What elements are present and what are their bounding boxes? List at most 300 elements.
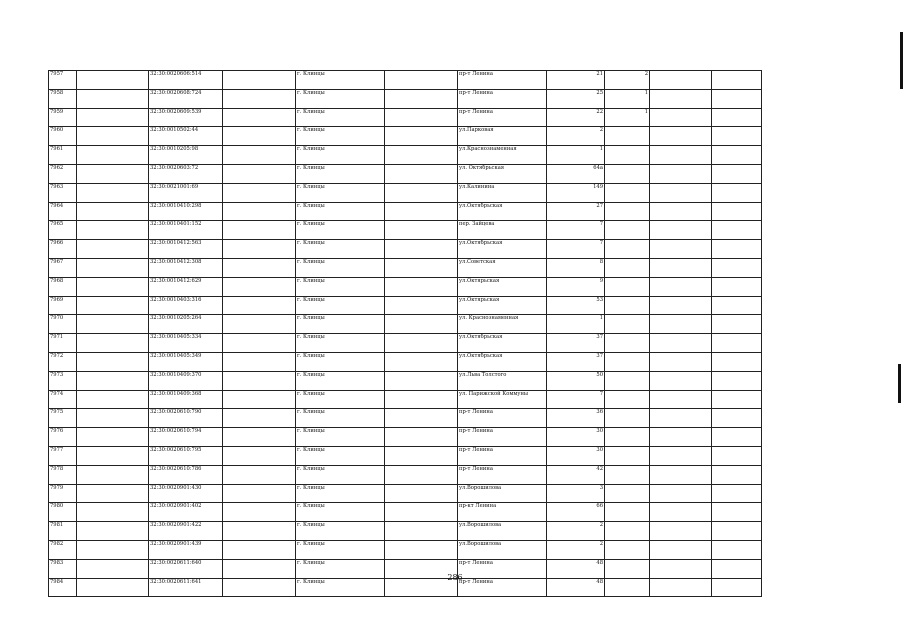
cell-count: [605, 258, 650, 277]
cell-empty-b: [223, 296, 296, 315]
cell-empty-c: [385, 503, 458, 522]
table-row: [49, 371, 762, 390]
cell-number: 7973: [49, 371, 77, 390]
cell-empty-c: [385, 89, 458, 108]
cell-empty-e: [712, 89, 762, 108]
cell-cadastral-number: 32:30:0020610:790: [149, 409, 223, 428]
cell-empty-b: [223, 127, 296, 146]
cell-cadastral-number: 32:30:0010412:629: [149, 277, 223, 296]
cell-number: 7965: [49, 221, 77, 240]
cell-empty-a: [77, 446, 149, 465]
cell-house: 7: [547, 390, 605, 409]
cell-city: г. Клинцы: [296, 465, 385, 484]
cell-empty-e: [712, 559, 762, 578]
cell-house: 7: [547, 240, 605, 259]
cell-empty-a: [77, 315, 149, 334]
cell-city: г. Клинцы: [296, 89, 385, 108]
cell-empty-c: [385, 240, 458, 259]
cell-count: [605, 202, 650, 221]
cell-number: 7976: [49, 428, 77, 447]
table-row: [49, 240, 762, 259]
cell-empty-d: [650, 108, 712, 127]
cell-empty-b: [223, 540, 296, 559]
cell-empty-c: [385, 428, 458, 447]
table-row: [49, 127, 762, 146]
cell-house: 36: [547, 409, 605, 428]
cell-empty-e: [712, 258, 762, 277]
cell-empty-d: [650, 71, 712, 90]
cell-house: 53: [547, 296, 605, 315]
cell-city: г. Клинцы: [296, 296, 385, 315]
cell-cadastral-number: 32:30:0010403:316: [149, 296, 223, 315]
cell-empty-a: [77, 334, 149, 353]
cell-empty-b: [223, 559, 296, 578]
cell-empty-e: [712, 71, 762, 90]
cell-count: [605, 371, 650, 390]
cell-empty-e: [712, 409, 762, 428]
cell-empty-a: [77, 164, 149, 183]
cell-count: [605, 540, 650, 559]
cell-empty-b: [223, 89, 296, 108]
cell-house: 22: [547, 108, 605, 127]
cell-street: пр-т Ленина: [458, 89, 547, 108]
cell-empty-b: [223, 428, 296, 447]
cell-empty-b: [223, 578, 296, 597]
cell-empty-e: [712, 164, 762, 183]
cell-city: г. Клинцы: [296, 484, 385, 503]
cell-empty-c: [385, 296, 458, 315]
cell-number: 7970: [49, 315, 77, 334]
cell-empty-e: [712, 183, 762, 202]
cell-empty-a: [77, 183, 149, 202]
cell-cadastral-number: 32:30:0020610:795: [149, 446, 223, 465]
cell-empty-a: [77, 108, 149, 127]
cell-house: 1: [547, 146, 605, 165]
cell-house: 2: [547, 540, 605, 559]
cell-house: 27: [547, 202, 605, 221]
cell-count: [605, 183, 650, 202]
cell-street: пр-т Ленина: [458, 108, 547, 127]
cell-empty-b: [223, 352, 296, 371]
cell-empty-a: [77, 540, 149, 559]
cell-count: 1: [605, 89, 650, 108]
cell-city: г. Клинцы: [296, 183, 385, 202]
cell-empty-a: [77, 409, 149, 428]
cell-empty-c: [385, 183, 458, 202]
cell-number: 7958: [49, 89, 77, 108]
cell-cadastral-number: 32:30:0020606:514: [149, 71, 223, 90]
cell-count: [605, 409, 650, 428]
cell-empty-a: [77, 522, 149, 541]
cell-empty-c: [385, 315, 458, 334]
cell-empty-d: [650, 202, 712, 221]
cell-empty-a: [77, 240, 149, 259]
cell-count: [605, 221, 650, 240]
table-row: [49, 258, 762, 277]
cell-empty-b: [223, 240, 296, 259]
cell-empty-b: [223, 315, 296, 334]
cell-city: г. Клинцы: [296, 108, 385, 127]
cell-house: 37: [547, 334, 605, 353]
cell-cadastral-number: 32:30:0020603:72: [149, 164, 223, 183]
cell-empty-c: [385, 465, 458, 484]
cell-empty-d: [650, 390, 712, 409]
table-row: [49, 315, 762, 334]
cell-empty-d: [650, 540, 712, 559]
cell-empty-b: [223, 522, 296, 541]
cell-house: 64а: [547, 164, 605, 183]
cell-empty-b: [223, 108, 296, 127]
cell-number: 7978: [49, 465, 77, 484]
cell-empty-e: [712, 540, 762, 559]
cell-count: [605, 334, 650, 353]
cell-empty-a: [77, 296, 149, 315]
cell-number: 7972: [49, 352, 77, 371]
cell-street: ул.Льва Толстого: [458, 371, 547, 390]
cell-count: [605, 522, 650, 541]
cell-empty-b: [223, 164, 296, 183]
cell-empty-d: [650, 409, 712, 428]
cell-count: [605, 127, 650, 146]
cell-empty-c: [385, 71, 458, 90]
cell-empty-e: [712, 334, 762, 353]
cell-empty-e: [712, 503, 762, 522]
cell-city: г. Клинцы: [296, 315, 385, 334]
cell-city: г. Клинцы: [296, 371, 385, 390]
cell-empty-d: [650, 127, 712, 146]
cell-city: г. Клинцы: [296, 352, 385, 371]
cell-empty-c: [385, 352, 458, 371]
cell-empty-d: [650, 89, 712, 108]
cell-city: г. Клинцы: [296, 522, 385, 541]
cell-street: ул.Ворошилова: [458, 484, 547, 503]
table-row: [49, 352, 762, 371]
cell-empty-e: [712, 352, 762, 371]
cell-street: ул.Ворошилова: [458, 540, 547, 559]
cell-empty-d: [650, 315, 712, 334]
cell-street: ул.Калинина: [458, 183, 547, 202]
cell-count: [605, 296, 650, 315]
cell-house: 7: [547, 221, 605, 240]
table-row: [49, 202, 762, 221]
cell-count: [605, 465, 650, 484]
page-number: 286: [447, 573, 463, 582]
cell-empty-a: [77, 127, 149, 146]
cell-house: 3: [547, 484, 605, 503]
cell-empty-b: [223, 277, 296, 296]
cell-empty-a: [77, 465, 149, 484]
cell-street: ул.Ворошилова: [458, 522, 547, 541]
cell-empty-a: [77, 428, 149, 447]
table-row: [49, 503, 762, 522]
cell-city: г. Клинцы: [296, 428, 385, 447]
cell-empty-e: [712, 202, 762, 221]
cell-empty-d: [650, 146, 712, 165]
cell-empty-b: [223, 446, 296, 465]
cell-count: [605, 315, 650, 334]
cell-empty-e: [712, 578, 762, 597]
cell-count: 2: [605, 71, 650, 90]
cell-cadastral-number: 32:30:0010409:370: [149, 371, 223, 390]
table-row: [49, 522, 762, 541]
cell-empty-b: [223, 371, 296, 390]
cell-house: 8: [547, 258, 605, 277]
cell-empty-a: [77, 484, 149, 503]
cell-city: г. Клинцы: [296, 240, 385, 259]
cell-city: г. Клинцы: [296, 258, 385, 277]
cell-city: г. Клинцы: [296, 277, 385, 296]
cell-street: ул.Октябрьская: [458, 352, 547, 371]
cell-number: 7984: [49, 578, 77, 597]
cell-house: 149: [547, 183, 605, 202]
cell-cadastral-number: 32:30:0010412:563: [149, 240, 223, 259]
cell-empty-e: [712, 277, 762, 296]
cell-empty-a: [77, 71, 149, 90]
cell-empty-d: [650, 465, 712, 484]
cell-cadastral-number: 32:30:0010502:44: [149, 127, 223, 146]
cell-city: г. Клинцы: [296, 503, 385, 522]
cell-count: [605, 503, 650, 522]
table-row: [49, 164, 762, 183]
cell-city: г. Клинцы: [296, 334, 385, 353]
cell-number: 7961: [49, 146, 77, 165]
cell-empty-e: [712, 390, 762, 409]
cell-cadastral-number: 32:30:0010205:98: [149, 146, 223, 165]
cell-empty-a: [77, 390, 149, 409]
cell-empty-a: [77, 89, 149, 108]
cell-empty-c: [385, 127, 458, 146]
records-table: [48, 70, 762, 597]
cell-empty-d: [650, 277, 712, 296]
cell-empty-d: [650, 183, 712, 202]
table-row: [49, 465, 762, 484]
table-row: [49, 484, 762, 503]
cell-empty-c: [385, 108, 458, 127]
cell-city: г. Клинцы: [296, 409, 385, 428]
cell-empty-c: [385, 522, 458, 541]
cell-house: 21: [547, 71, 605, 90]
table-row: [49, 221, 762, 240]
table-row: [49, 446, 762, 465]
cell-empty-a: [77, 202, 149, 221]
cell-empty-e: [712, 240, 762, 259]
cell-cadastral-number: 32:30:0010401:152: [149, 221, 223, 240]
cell-cadastral-number: 32:30:0010410:298: [149, 202, 223, 221]
cell-count: [605, 390, 650, 409]
cell-house: 1: [547, 315, 605, 334]
cell-number: 7982: [49, 540, 77, 559]
cell-cadastral-number: 32:30:0021001:69: [149, 183, 223, 202]
cell-empty-d: [650, 503, 712, 522]
cell-empty-d: [650, 258, 712, 277]
cell-empty-b: [223, 71, 296, 90]
cell-count: [605, 446, 650, 465]
cell-number: 7974: [49, 390, 77, 409]
cell-number: 7964: [49, 202, 77, 221]
cell-street: пр-т Ленина: [458, 578, 547, 597]
cell-city: г. Клинцы: [296, 540, 385, 559]
cell-number: 7959: [49, 108, 77, 127]
cell-empty-b: [223, 258, 296, 277]
cell-empty-d: [650, 428, 712, 447]
cell-street: пр-кт Ленина: [458, 503, 547, 522]
cell-number: 7983: [49, 559, 77, 578]
cell-empty-c: [385, 484, 458, 503]
cell-street: ул.Октярьская: [458, 296, 547, 315]
cell-house: 42: [547, 465, 605, 484]
cell-cadastral-number: 32:30:0020609:539: [149, 108, 223, 127]
cell-street: пер. Зайцева: [458, 221, 547, 240]
cell-house: 9: [547, 277, 605, 296]
cell-cadastral-number: 32:30:0020610:786: [149, 465, 223, 484]
cell-house: 2: [547, 127, 605, 146]
cell-empty-c: [385, 221, 458, 240]
cell-count: [605, 578, 650, 597]
cell-number: 7962: [49, 164, 77, 183]
cell-street: ул. Парижской Коммуны: [458, 390, 547, 409]
cell-number: 7969: [49, 296, 77, 315]
cell-empty-b: [223, 334, 296, 353]
margin-mark-middle: [898, 364, 901, 403]
table-row: [49, 428, 762, 447]
cell-empty-b: [223, 221, 296, 240]
cell-house: 25: [547, 89, 605, 108]
cell-empty-a: [77, 221, 149, 240]
cell-street: ул.Советская: [458, 258, 547, 277]
cell-empty-a: [77, 371, 149, 390]
cell-city: г. Клинцы: [296, 390, 385, 409]
cell-street: ул. Краснознаменная: [458, 315, 547, 334]
cell-street: пр-т Леннна: [458, 559, 547, 578]
cell-empty-c: [385, 540, 458, 559]
cell-house: 50: [547, 371, 605, 390]
cell-count: [605, 484, 650, 503]
cell-cadastral-number: 32:30:0020901:402: [149, 503, 223, 522]
cell-house: 48: [547, 578, 605, 597]
table-row: [49, 89, 762, 108]
table-row: [49, 146, 762, 165]
cell-empty-d: [650, 164, 712, 183]
cell-street: ул. Октябрьская: [458, 164, 547, 183]
cell-cadastral-number: 32:30:0010412:308: [149, 258, 223, 277]
cell-empty-d: [650, 240, 712, 259]
cell-empty-c: [385, 446, 458, 465]
table-row: [49, 559, 762, 578]
cell-number: 7957: [49, 71, 77, 90]
table-row: [49, 409, 762, 428]
table-row: [49, 334, 762, 353]
cell-empty-b: [223, 465, 296, 484]
cell-empty-d: [650, 221, 712, 240]
cell-house: 48: [547, 559, 605, 578]
cell-empty-b: [223, 503, 296, 522]
cell-empty-b: [223, 390, 296, 409]
cell-house: 37: [547, 352, 605, 371]
cell-cadastral-number: 32:30:0010205:264: [149, 315, 223, 334]
cell-empty-e: [712, 296, 762, 315]
cell-cadastral-number: 32:30:0010409:368: [149, 390, 223, 409]
cell-number: 7981: [49, 522, 77, 541]
cell-house: 30: [547, 428, 605, 447]
cell-cadastral-number: 32:30:0020611:640: [149, 559, 223, 578]
cell-street: ул.Октябрьская: [458, 240, 547, 259]
cell-street: ул.Краснознаменная: [458, 146, 547, 165]
cell-city: г. Клинцы: [296, 146, 385, 165]
table-row: [49, 390, 762, 409]
cell-city: г. Клинцы: [296, 578, 385, 597]
cell-city: г. Клинцы: [296, 164, 385, 183]
cell-house: 2: [547, 522, 605, 541]
cell-empty-b: [223, 183, 296, 202]
cell-city: г. Клинцы: [296, 446, 385, 465]
cell-empty-a: [77, 352, 149, 371]
cell-empty-d: [650, 522, 712, 541]
cell-house: 66: [547, 503, 605, 522]
cell-cadastral-number: 32:30:0010405:349: [149, 352, 223, 371]
cell-empty-e: [712, 127, 762, 146]
cell-number: 7968: [49, 277, 77, 296]
cell-empty-e: [712, 484, 762, 503]
cell-count: 1: [605, 108, 650, 127]
cell-number: 7960: [49, 127, 77, 146]
cell-cadastral-number: 32:30:0020901:422: [149, 522, 223, 541]
table-row: [49, 108, 762, 127]
cell-cadastral-number: 32:30:0020901:430: [149, 484, 223, 503]
cell-empty-c: [385, 146, 458, 165]
cell-street: ул.Октярьская: [458, 277, 547, 296]
cell-number: 7971: [49, 334, 77, 353]
cell-count: [605, 277, 650, 296]
cell-street: пр-т Ленина: [458, 446, 547, 465]
cell-number: 7980: [49, 503, 77, 522]
cell-cadastral-number: 32:30:0020610:794: [149, 428, 223, 447]
cell-empty-d: [650, 296, 712, 315]
cell-empty-a: [77, 258, 149, 277]
cell-empty-e: [712, 522, 762, 541]
cell-empty-e: [712, 221, 762, 240]
cell-count: [605, 428, 650, 447]
cell-empty-d: [650, 484, 712, 503]
cell-empty-a: [77, 578, 149, 597]
cell-empty-d: [650, 371, 712, 390]
cell-empty-c: [385, 409, 458, 428]
cell-empty-c: [385, 334, 458, 353]
cell-count: [605, 352, 650, 371]
table-body: [49, 71, 762, 597]
cell-empty-a: [77, 277, 149, 296]
cell-empty-c: [385, 202, 458, 221]
cell-city: г. Клинцы: [296, 71, 385, 90]
cell-empty-c: [385, 390, 458, 409]
cell-count: [605, 146, 650, 165]
cell-empty-c: [385, 371, 458, 390]
cell-empty-b: [223, 409, 296, 428]
cell-street: пр-т Ленина: [458, 71, 547, 90]
cell-empty-e: [712, 146, 762, 165]
cell-street: пр-т Ленина: [458, 428, 547, 447]
cell-empty-c: [385, 258, 458, 277]
cell-empty-c: [385, 277, 458, 296]
table-row: [49, 71, 762, 90]
cell-empty-e: [712, 315, 762, 334]
cell-number: 7979: [49, 484, 77, 503]
margin-mark-top: [900, 32, 903, 89]
cell-empty-d: [650, 334, 712, 353]
cell-empty-a: [77, 146, 149, 165]
table-row: [49, 277, 762, 296]
cell-city: г. Клинцы: [296, 202, 385, 221]
cell-street: ул.Октябрьская: [458, 334, 547, 353]
